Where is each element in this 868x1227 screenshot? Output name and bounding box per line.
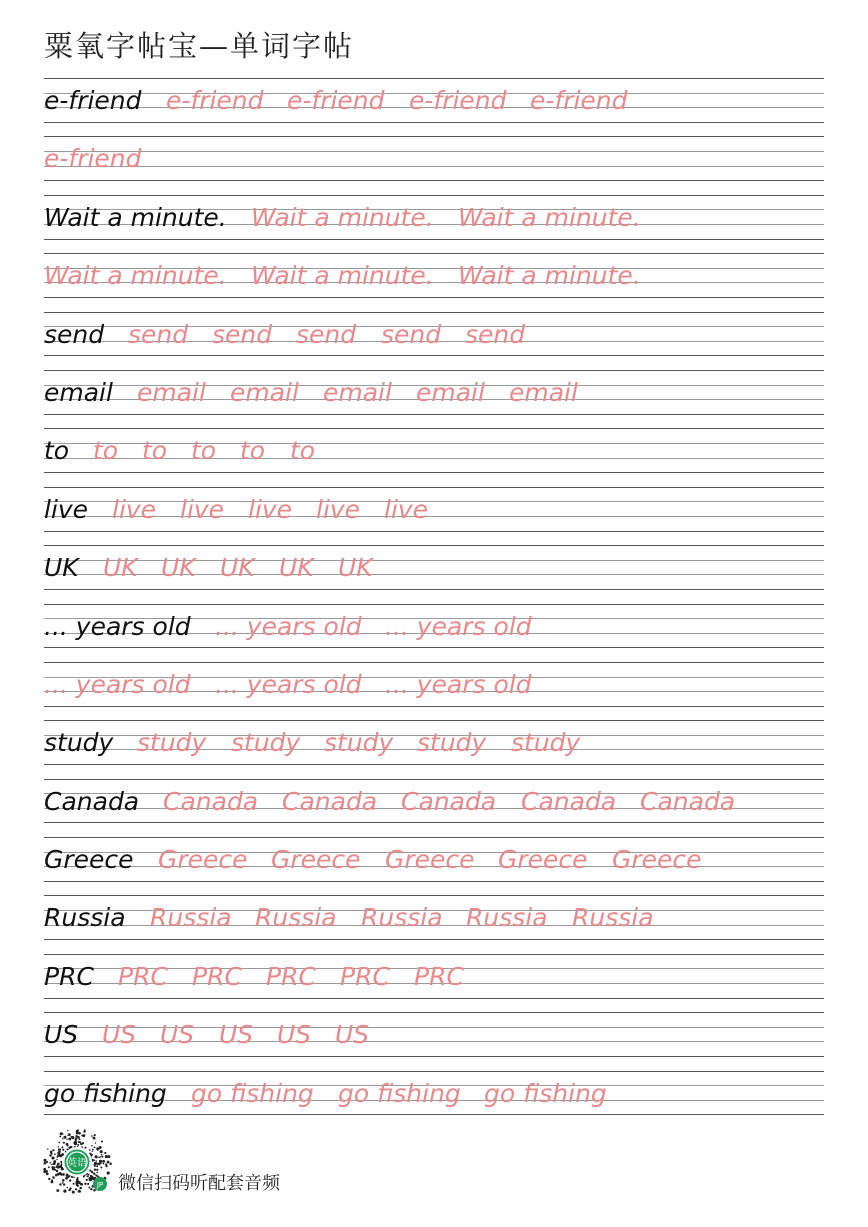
ruling-line — [44, 151, 824, 152]
model-word: Wait a minute. — [44, 202, 227, 232]
model-word: ... years old — [44, 611, 191, 641]
trace-word: Russia — [255, 903, 337, 933]
trace-word: to — [290, 436, 316, 466]
trace-word: PRC — [118, 961, 168, 991]
model-word: US — [44, 1020, 79, 1050]
ruling-line — [44, 297, 824, 298]
trace-word: email — [137, 377, 206, 407]
ruling-line — [44, 355, 824, 356]
trace-word: UK — [279, 553, 314, 583]
trace-word: ... years old — [215, 611, 362, 641]
ruling-line — [44, 720, 824, 721]
trace-word: Canada — [401, 786, 497, 816]
trace-word: US — [102, 1020, 137, 1050]
ruling-line — [44, 136, 824, 137]
ruling-line — [44, 253, 824, 254]
model-word: e-friend — [44, 86, 142, 115]
model-word: to — [44, 436, 70, 466]
practice-row — [44, 895, 824, 953]
ruling-line — [44, 998, 824, 999]
trace-word: e-friend — [166, 86, 264, 115]
page-title: 粟氧字帖宝—单词字帖 — [44, 29, 355, 63]
trace-word: Greece — [498, 845, 588, 875]
trace-word: Wait a minute. — [458, 261, 641, 291]
ruling-line — [44, 370, 824, 371]
ruling-line — [44, 312, 824, 313]
practice-row — [44, 779, 824, 837]
trace-word: Greece — [385, 845, 475, 875]
trace-word: US — [335, 1020, 370, 1050]
practice-row — [44, 545, 824, 603]
trace-word: live — [248, 494, 293, 524]
practice-row — [44, 604, 824, 662]
ruling-line — [44, 414, 824, 415]
trace-word: Wait a minute. — [44, 261, 227, 291]
trace-word: send — [212, 319, 273, 349]
model-word: send — [44, 319, 105, 349]
trace-word: PRC — [414, 961, 464, 991]
trace-word: to — [142, 436, 168, 466]
model-word: go fishing — [44, 1078, 167, 1108]
ruling-line — [44, 779, 824, 780]
trace-word: send — [296, 319, 357, 349]
practice-row — [44, 487, 824, 545]
ruling-line — [44, 764, 824, 765]
trace-word: to — [93, 436, 119, 466]
qr-badge-label: 英语 — [67, 1158, 87, 1169]
trace-word: Russia — [466, 903, 548, 933]
practice-row — [44, 1012, 824, 1070]
trace-word: UK — [161, 553, 196, 583]
trace-word: US — [277, 1020, 312, 1050]
trace-word: Greece — [612, 845, 702, 875]
practice-row — [44, 312, 824, 370]
practice-row — [44, 954, 824, 1012]
audio-caption: 微信扫码听配套音频 — [118, 1173, 280, 1194]
model-word: Greece — [44, 845, 134, 875]
ruling-line — [44, 895, 824, 896]
model-word: PRC — [44, 961, 94, 991]
trace-word: to — [191, 436, 217, 466]
trace-word: ... years old — [44, 669, 191, 699]
practice-row — [44, 837, 824, 895]
ruling-line — [44, 837, 824, 838]
trace-word: live — [180, 494, 225, 524]
practice-row — [44, 1071, 824, 1129]
trace-word: go fishing — [338, 1078, 461, 1108]
practice-row — [44, 78, 824, 136]
ruling-line — [44, 647, 824, 648]
ruling-line — [44, 1114, 824, 1115]
trace-word: send — [465, 319, 526, 349]
model-word: Canada — [44, 786, 140, 816]
trace-word: ... years old — [215, 669, 362, 699]
trace-word: UK — [103, 553, 138, 583]
model-word: UK — [44, 553, 79, 583]
model-word: Russia — [44, 903, 126, 933]
trace-word: Wait a minute. — [458, 202, 641, 232]
ruling-line — [44, 706, 824, 707]
ruling-line — [44, 122, 824, 123]
trace-word: go fishing — [484, 1078, 607, 1108]
model-word: study — [44, 728, 114, 758]
trace-word: e-friend — [530, 86, 628, 115]
trace-word: email — [509, 377, 578, 407]
trace-word: to — [240, 436, 266, 466]
trace-word: Greece — [158, 845, 248, 875]
trace-word: UK — [338, 553, 373, 583]
practice-row — [44, 662, 824, 720]
trace-word: Russia — [150, 903, 232, 933]
trace-word: send — [128, 319, 189, 349]
ruling-line — [44, 1056, 824, 1057]
ruling-line — [44, 954, 824, 955]
practice-row — [44, 253, 824, 311]
trace-word: Greece — [271, 845, 361, 875]
trace-word: Wait a minute. — [251, 261, 434, 291]
ruling-line — [44, 180, 824, 181]
trace-word: study — [417, 728, 487, 758]
ruling-line — [44, 501, 824, 502]
ruling-line — [44, 589, 824, 590]
trace-word: Canada — [282, 786, 378, 816]
trace-word: e-friend — [409, 86, 507, 115]
trace-word: email — [323, 377, 392, 407]
ruling-line — [44, 545, 824, 546]
trace-word: study — [511, 728, 581, 758]
ruling-line — [44, 516, 824, 517]
practice-sheet — [44, 78, 824, 1129]
trace-word: study — [137, 728, 207, 758]
ruling-line — [44, 487, 824, 488]
qr-code-icon[interactable] — [42, 1128, 112, 1198]
model-word: live — [44, 494, 89, 524]
qr-corner-label: JP — [96, 1181, 104, 1189]
trace-word: Wait a minute. — [251, 202, 434, 232]
ruling-line — [44, 239, 824, 240]
trace-word: study — [231, 728, 301, 758]
trace-word: go fishing — [191, 1078, 314, 1108]
ruling-line — [44, 531, 824, 532]
trace-word: ... years old — [385, 611, 532, 641]
trace-word: UK — [220, 553, 255, 583]
trace-word: Canada — [521, 786, 617, 816]
ruling-line — [44, 1071, 824, 1072]
ruling-line — [44, 604, 824, 605]
trace-word: live — [112, 494, 157, 524]
practice-row — [44, 195, 824, 253]
ruling-line — [44, 428, 824, 429]
ruling-line — [44, 939, 824, 940]
ruling-line — [44, 195, 824, 196]
ruling-line — [44, 662, 824, 663]
practice-row — [44, 370, 824, 428]
ruling-line — [44, 78, 824, 79]
ruling-line — [44, 1012, 824, 1013]
practice-row — [44, 428, 824, 486]
trace-word: e-friend — [287, 86, 385, 115]
trace-word: email — [416, 377, 485, 407]
trace-word: US — [219, 1020, 254, 1050]
ruling-line — [44, 822, 824, 823]
trace-word: Russia — [572, 903, 654, 933]
trace-word: Russia — [361, 903, 443, 933]
trace-word: study — [324, 728, 394, 758]
practice-row — [44, 136, 824, 194]
trace-word: US — [160, 1020, 195, 1050]
ruling-line — [44, 881, 824, 882]
model-word: email — [44, 377, 113, 407]
trace-word: email — [230, 377, 299, 407]
trace-word: PRC — [192, 961, 242, 991]
practice-row — [44, 720, 824, 778]
trace-word: live — [384, 494, 429, 524]
trace-word: ... years old — [385, 669, 532, 699]
trace-word: PRC — [266, 961, 316, 991]
trace-word: send — [381, 319, 442, 349]
ruling-line — [44, 472, 824, 473]
trace-word: Canada — [163, 786, 259, 816]
trace-word: live — [316, 494, 361, 524]
trace-word: Canada — [640, 786, 736, 816]
trace-word: e-friend — [44, 144, 142, 174]
ruling-line — [44, 166, 824, 167]
trace-word: PRC — [340, 961, 390, 991]
